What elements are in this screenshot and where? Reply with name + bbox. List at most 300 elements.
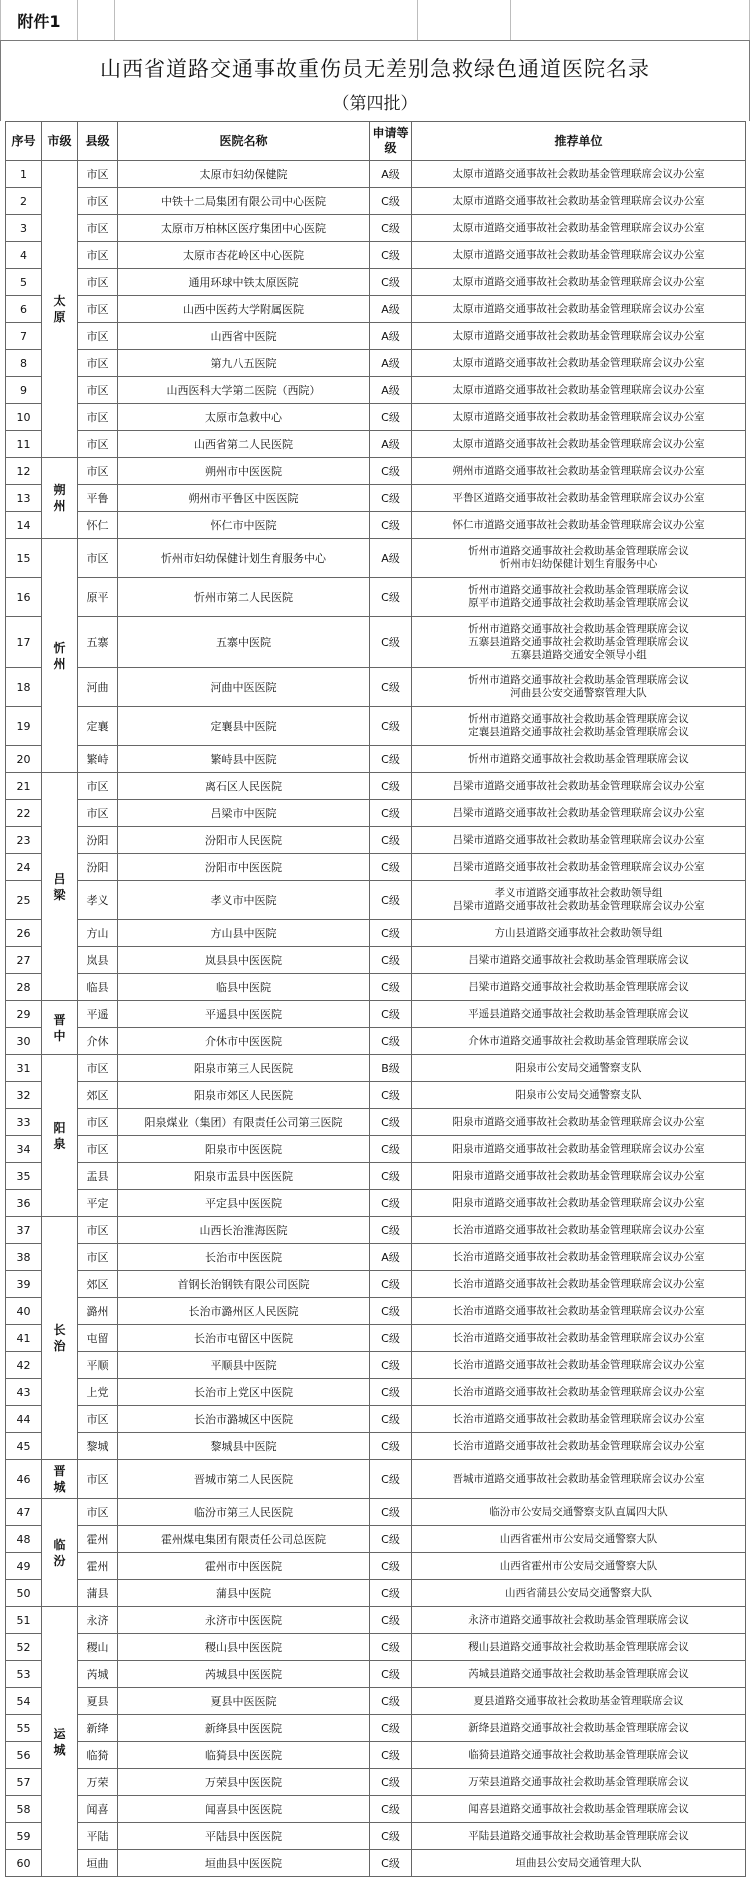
row-number: 59 — [6, 1823, 42, 1850]
hospital-table — [5, 121, 746, 1877]
table-row — [6, 1163, 746, 1190]
apply-level: C级 — [370, 1325, 412, 1352]
row-number: 45 — [6, 1433, 42, 1460]
row-number: 52 — [6, 1634, 42, 1661]
county-name: 郊区 — [78, 1271, 118, 1298]
hospital-name: 太原市妇幼保健院 — [118, 161, 370, 188]
apply-level: C级 — [370, 1001, 412, 1028]
apply-level: C级 — [370, 707, 412, 746]
county-name: 夏县 — [78, 1688, 118, 1715]
apply-level: B级 — [370, 1055, 412, 1082]
county-name: 市区 — [78, 296, 118, 323]
hospital-name: 朔州市平鲁区中医医院 — [118, 485, 370, 512]
row-number: 2 — [6, 188, 42, 215]
hospital-name: 垣曲县中医医院 — [118, 1850, 370, 1877]
hospital-name: 通用环球中铁太原医院 — [118, 269, 370, 296]
row-number: 27 — [6, 947, 42, 974]
hospital-name: 阳泉煤业（集团）有限责任公司第三医院 — [118, 1109, 370, 1136]
hospital-name: 怀仁市中医院 — [118, 512, 370, 539]
apply-level: C级 — [370, 242, 412, 269]
county-name: 汾阳 — [78, 854, 118, 881]
apply-level: C级 — [370, 1352, 412, 1379]
recommend-unit: 太原市道路交通事故社会救助基金管理联席会议办公室 — [412, 161, 746, 188]
row-number: 6 — [6, 296, 42, 323]
header-seq: 序号 — [6, 122, 42, 161]
county-name: 平鲁 — [78, 485, 118, 512]
hospital-name: 忻州市第二人民医院 — [118, 578, 370, 617]
county-name: 平定 — [78, 1190, 118, 1217]
county-name: 河曲 — [78, 668, 118, 707]
recommend-unit: 夏县道路交通事故社会救助基金管理联席会议 — [412, 1688, 746, 1715]
row-number: 56 — [6, 1742, 42, 1769]
table-row — [6, 668, 746, 707]
row-number: 48 — [6, 1526, 42, 1553]
apply-level: C级 — [370, 773, 412, 800]
table-row — [6, 458, 746, 485]
county-name: 市区 — [78, 1136, 118, 1163]
county-name: 万荣 — [78, 1769, 118, 1796]
row-number: 21 — [6, 773, 42, 800]
apply-level: C级 — [370, 1082, 412, 1109]
apply-level: C级 — [370, 1109, 412, 1136]
hospital-name: 霍州市中医医院 — [118, 1553, 370, 1580]
county-name: 蒲县 — [78, 1580, 118, 1607]
recommend-unit: 阳泉市道路交通事故社会救助基金管理联席会议办公室 — [412, 1136, 746, 1163]
apply-level: A级 — [370, 377, 412, 404]
city-name: 运 城 — [42, 1607, 78, 1877]
table-row — [6, 773, 746, 800]
recommend-unit: 太原市道路交通事故社会救助基金管理联席会议办公室 — [412, 242, 746, 269]
apply-level: A级 — [370, 539, 412, 578]
row-number: 28 — [6, 974, 42, 1001]
apply-level: C级 — [370, 485, 412, 512]
row-number: 25 — [6, 881, 42, 920]
county-name: 市区 — [78, 1055, 118, 1082]
county-name: 市区 — [78, 1406, 118, 1433]
apply-level: C级 — [370, 458, 412, 485]
table-row — [6, 1433, 746, 1460]
county-name: 定襄 — [78, 707, 118, 746]
hospital-name: 平顺县中医院 — [118, 1352, 370, 1379]
row-number: 47 — [6, 1499, 42, 1526]
table-row — [6, 1325, 746, 1352]
hospital-name: 汾阳市中医医院 — [118, 854, 370, 881]
row-number: 30 — [6, 1028, 42, 1055]
hospital-name: 蒲县中医院 — [118, 1580, 370, 1607]
hospital-name: 新绛县中医医院 — [118, 1715, 370, 1742]
table-row — [6, 1379, 746, 1406]
city-name: 吕 梁 — [42, 773, 78, 1001]
row-number: 12 — [6, 458, 42, 485]
recommend-unit: 太原市道路交通事故社会救助基金管理联席会议办公室 — [412, 215, 746, 242]
city-name: 阳 泉 — [42, 1055, 78, 1217]
row-number: 22 — [6, 800, 42, 827]
row-number: 5 — [6, 269, 42, 296]
apply-level: C级 — [370, 617, 412, 668]
county-name: 怀仁 — [78, 512, 118, 539]
apply-level: C级 — [370, 1271, 412, 1298]
recommend-unit: 闻喜县道路交通事故社会救助基金管理联席会议 — [412, 1796, 746, 1823]
hospital-name: 夏县中医医院 — [118, 1688, 370, 1715]
recommend-unit: 阳泉市道路交通事故社会救助基金管理联席会议办公室 — [412, 1163, 746, 1190]
table-row — [6, 242, 746, 269]
table-row — [6, 854, 746, 881]
hospital-name: 吕梁市中医院 — [118, 800, 370, 827]
table-row — [6, 974, 746, 1001]
county-name: 市区 — [78, 404, 118, 431]
county-name: 市区 — [78, 242, 118, 269]
recommend-unit: 方山县道路交通事故社会救助领导组 — [412, 920, 746, 947]
table-row — [6, 1634, 746, 1661]
recommend-unit: 稷山县道路交通事故社会救助基金管理联席会议 — [412, 1634, 746, 1661]
recommend-unit: 太原市道路交通事故社会救助基金管理联席会议办公室 — [412, 431, 746, 458]
county-name: 市区 — [78, 539, 118, 578]
county-name: 黎城 — [78, 1433, 118, 1460]
table-row — [6, 1136, 746, 1163]
county-name: 市区 — [78, 800, 118, 827]
county-name: 稷山 — [78, 1634, 118, 1661]
table-row — [6, 1217, 746, 1244]
county-name: 市区 — [78, 323, 118, 350]
county-name: 市区 — [78, 188, 118, 215]
county-name: 上党 — [78, 1379, 118, 1406]
table-row — [6, 1244, 746, 1271]
row-number: 58 — [6, 1796, 42, 1823]
hospital-name: 繁峙县中医院 — [118, 746, 370, 773]
row-number: 57 — [6, 1769, 42, 1796]
row-number: 60 — [6, 1850, 42, 1877]
apply-level: C级 — [370, 1217, 412, 1244]
recommend-unit: 太原市道路交通事故社会救助基金管理联席会议办公室 — [412, 296, 746, 323]
apply-level: C级 — [370, 1526, 412, 1553]
recommend-unit: 阳泉市道路交通事故社会救助基金管理联席会议办公室 — [412, 1109, 746, 1136]
recommend-unit: 长治市道路交通事故社会救助基金管理联席会议办公室 — [412, 1244, 746, 1271]
row-number: 38 — [6, 1244, 42, 1271]
header-hospital: 医院名称 — [118, 122, 370, 161]
county-name: 平遥 — [78, 1001, 118, 1028]
apply-level: C级 — [370, 920, 412, 947]
county-name: 市区 — [78, 377, 118, 404]
row-number: 9 — [6, 377, 42, 404]
recommend-unit: 山西省霍州市公安局交通警察大队 — [412, 1553, 746, 1580]
hospital-name: 介休市中医医院 — [118, 1028, 370, 1055]
recommend-unit: 长治市道路交通事故社会救助基金管理联席会议办公室 — [412, 1379, 746, 1406]
table-row — [6, 1823, 746, 1850]
county-name: 市区 — [78, 269, 118, 296]
county-name: 临猗 — [78, 1742, 118, 1769]
recommend-unit: 忻州市道路交通事故社会救助基金管理联席会议 五寨县道路交通事故社会救助基金管理联席会议 五寨县道路交通安全领导小组 — [412, 617, 746, 668]
row-number: 17 — [6, 617, 42, 668]
table-row — [6, 1715, 746, 1742]
row-number: 37 — [6, 1217, 42, 1244]
table-row — [6, 485, 746, 512]
recommend-unit: 太原市道路交通事故社会救助基金管理联席会议办公室 — [412, 269, 746, 296]
table-row — [6, 1769, 746, 1796]
recommend-unit: 长治市道路交通事故社会救助基金管理联席会议办公室 — [412, 1271, 746, 1298]
hospital-name: 阳泉市郊区人民医院 — [118, 1082, 370, 1109]
recommend-unit: 长治市道路交通事故社会救助基金管理联席会议办公室 — [412, 1325, 746, 1352]
recommend-unit: 长治市道路交通事故社会救助基金管理联席会议办公室 — [412, 1433, 746, 1460]
hospital-name: 平定县中医医院 — [118, 1190, 370, 1217]
hospital-name: 霍州煤电集团有限责任公司总医院 — [118, 1526, 370, 1553]
apply-level: C级 — [370, 974, 412, 1001]
county-name: 平陆 — [78, 1823, 118, 1850]
row-number: 50 — [6, 1580, 42, 1607]
apply-level: C级 — [370, 1499, 412, 1526]
table-row — [6, 1460, 746, 1499]
recommend-unit: 怀仁市道路交通事故社会救助基金管理联席会议办公室 — [412, 512, 746, 539]
hospital-name: 平遥县中医医院 — [118, 1001, 370, 1028]
recommend-unit: 孝义市道路交通事故社会救助领导组 吕梁市道路交通事故社会救助基金管理联席会议办公室 — [412, 881, 746, 920]
apply-level: A级 — [370, 323, 412, 350]
row-number: 40 — [6, 1298, 42, 1325]
recommend-unit: 忻州市道路交通事故社会救助基金管理联席会议 — [412, 746, 746, 773]
row-number: 20 — [6, 746, 42, 773]
county-name: 汾阳 — [78, 827, 118, 854]
table-row — [6, 800, 746, 827]
recommend-unit: 长治市道路交通事故社会救助基金管理联席会议办公室 — [412, 1406, 746, 1433]
table-row — [6, 1082, 746, 1109]
hospital-name: 方山县中医院 — [118, 920, 370, 947]
recommend-unit: 太原市道路交通事故社会救助基金管理联席会议办公室 — [412, 377, 746, 404]
county-name: 新绛 — [78, 1715, 118, 1742]
table-row — [6, 1001, 746, 1028]
city-name: 朔 州 — [42, 458, 78, 539]
row-number: 19 — [6, 707, 42, 746]
recommend-unit: 吕梁市道路交通事故社会救助基金管理联席会议办公室 — [412, 827, 746, 854]
county-name: 市区 — [78, 1244, 118, 1271]
table-row — [6, 1190, 746, 1217]
county-name: 市区 — [78, 458, 118, 485]
table-row — [6, 512, 746, 539]
attachment-row — [0, 0, 750, 41]
apply-level: C级 — [370, 404, 412, 431]
row-number: 42 — [6, 1352, 42, 1379]
city-name: 晋 城 — [42, 1460, 78, 1499]
row-number: 55 — [6, 1715, 42, 1742]
apply-level: C级 — [370, 1136, 412, 1163]
table-row — [6, 1406, 746, 1433]
county-name: 屯留 — [78, 1325, 118, 1352]
hospital-name: 临县中医院 — [118, 974, 370, 1001]
recommend-unit: 平鲁区道路交通事故社会救助基金管理联席会议办公室 — [412, 485, 746, 512]
table-row — [6, 947, 746, 974]
county-name: 芮城 — [78, 1661, 118, 1688]
table-row — [6, 827, 746, 854]
table-row — [6, 617, 746, 668]
attachment-label: 附件1 — [0, 0, 78, 40]
hospital-name: 平陆县中医医院 — [118, 1823, 370, 1850]
apply-level: A级 — [370, 431, 412, 458]
recommend-unit: 介休市道路交通事故社会救助基金管理联席会议 — [412, 1028, 746, 1055]
hospital-name: 稷山县中医医院 — [118, 1634, 370, 1661]
row-number: 23 — [6, 827, 42, 854]
hospital-name: 五寨中医院 — [118, 617, 370, 668]
recommend-unit: 吕梁市道路交通事故社会救助基金管理联席会议 — [412, 947, 746, 974]
county-name: 市区 — [78, 1499, 118, 1526]
table-row — [6, 1526, 746, 1553]
row-number: 41 — [6, 1325, 42, 1352]
apply-level: C级 — [370, 1580, 412, 1607]
table-row — [6, 1298, 746, 1325]
county-name: 永济 — [78, 1607, 118, 1634]
table-row — [6, 1499, 746, 1526]
hospital-name: 黎城县中医院 — [118, 1433, 370, 1460]
hospital-name: 山西中医药大学附属医院 — [118, 296, 370, 323]
hospital-name: 永济市中医医院 — [118, 1607, 370, 1634]
row-number: 13 — [6, 485, 42, 512]
table-row — [6, 188, 746, 215]
county-name: 垣曲 — [78, 1850, 118, 1877]
table-row — [6, 296, 746, 323]
hospital-name: 山西省第二人民医院 — [118, 431, 370, 458]
apply-level: C级 — [370, 1688, 412, 1715]
apply-level: C级 — [370, 827, 412, 854]
table-row — [6, 1580, 746, 1607]
apply-level: C级 — [370, 1607, 412, 1634]
apply-level: C级 — [370, 578, 412, 617]
table-row — [6, 431, 746, 458]
county-name: 霍州 — [78, 1553, 118, 1580]
header-city: 市级 — [42, 122, 78, 161]
table-row — [6, 404, 746, 431]
hospital-name: 长治市潞州区人民医院 — [118, 1298, 370, 1325]
recommend-unit: 朔州市道路交通事故社会救助基金管理联席会议办公室 — [412, 458, 746, 485]
recommend-unit: 忻州市道路交通事故社会救助基金管理联席会议 河曲县公安交通警察管理大队 — [412, 668, 746, 707]
hospital-name: 朔州市中医医院 — [118, 458, 370, 485]
recommend-unit: 平遥县道路交通事故社会救助基金管理联席会议 — [412, 1001, 746, 1028]
apply-level: C级 — [370, 1634, 412, 1661]
table-row — [6, 539, 746, 578]
county-name: 原平 — [78, 578, 118, 617]
hospital-name: 山西长治淮海医院 — [118, 1217, 370, 1244]
apply-level: C级 — [370, 881, 412, 920]
recommend-unit: 忻州市道路交通事故社会救助基金管理联席会议 忻州市妇幼保健计划生育服务中心 — [412, 539, 746, 578]
apply-level: C级 — [370, 1460, 412, 1499]
row-number: 54 — [6, 1688, 42, 1715]
hospital-name: 离石区人民医院 — [118, 773, 370, 800]
county-name: 市区 — [78, 161, 118, 188]
hospital-name: 临猗县中医医院 — [118, 1742, 370, 1769]
row-number: 16 — [6, 578, 42, 617]
recommend-unit: 临猗县道路交通事故社会救助基金管理联席会议 — [412, 1742, 746, 1769]
table-row — [6, 377, 746, 404]
row-number: 3 — [6, 215, 42, 242]
apply-level: C级 — [370, 746, 412, 773]
row-number: 29 — [6, 1001, 42, 1028]
hospital-name: 中铁十二局集团有限公司中心医院 — [118, 188, 370, 215]
county-name: 介休 — [78, 1028, 118, 1055]
county-name: 市区 — [78, 431, 118, 458]
row-number: 44 — [6, 1406, 42, 1433]
table-header-row — [6, 122, 746, 161]
apply-level: C级 — [370, 1553, 412, 1580]
row-number: 39 — [6, 1271, 42, 1298]
row-number: 4 — [6, 242, 42, 269]
row-number: 49 — [6, 1553, 42, 1580]
apply-level: C级 — [370, 1850, 412, 1877]
apply-level: C级 — [370, 1769, 412, 1796]
hospital-name: 河曲中医医院 — [118, 668, 370, 707]
hospital-name: 山西省中医院 — [118, 323, 370, 350]
recommend-unit: 阳泉市公安局交通警察支队 — [412, 1082, 746, 1109]
table-row — [6, 1553, 746, 1580]
table-row — [6, 215, 746, 242]
row-number: 24 — [6, 854, 42, 881]
row-number: 46 — [6, 1460, 42, 1499]
county-name: 临县 — [78, 974, 118, 1001]
table-row — [6, 1109, 746, 1136]
county-name: 方山 — [78, 920, 118, 947]
recommend-unit: 吕梁市道路交通事故社会救助基金管理联席会议办公室 — [412, 773, 746, 800]
apply-level: C级 — [370, 668, 412, 707]
table-row — [6, 1850, 746, 1877]
recommend-unit: 吕梁市道路交通事故社会救助基金管理联席会议办公室 — [412, 800, 746, 827]
apply-level: C级 — [370, 800, 412, 827]
hospital-name: 太原市急救中心 — [118, 404, 370, 431]
hospital-name: 阳泉市盂县中医医院 — [118, 1163, 370, 1190]
header-unit: 推荐单位 — [412, 122, 746, 161]
table-row — [6, 1742, 746, 1769]
row-number: 34 — [6, 1136, 42, 1163]
hospital-name: 第九八五医院 — [118, 350, 370, 377]
apply-level: C级 — [370, 854, 412, 881]
table-row — [6, 1661, 746, 1688]
page-title: 山西省道路交通事故重伤员无差别急救绿色通道医院名录 — [100, 57, 650, 81]
recommend-unit: 万荣县道路交通事故社会救助基金管理联席会议 — [412, 1769, 746, 1796]
city-name: 忻 州 — [42, 539, 78, 773]
apply-level: C级 — [370, 512, 412, 539]
row-number: 8 — [6, 350, 42, 377]
table-row — [6, 920, 746, 947]
table-row — [6, 1028, 746, 1055]
apply-level: C级 — [370, 1742, 412, 1769]
hospital-name: 长治市屯留区中医院 — [118, 1325, 370, 1352]
table-row — [6, 578, 746, 617]
recommend-unit: 忻州市道路交通事故社会救助基金管理联席会议 定襄县道路交通事故社会救助基金管理联席会议 — [412, 707, 746, 746]
county-name: 潞州 — [78, 1298, 118, 1325]
county-name: 繁峙 — [78, 746, 118, 773]
county-name: 岚县 — [78, 947, 118, 974]
county-name: 平顺 — [78, 1352, 118, 1379]
row-number: 51 — [6, 1607, 42, 1634]
county-name: 五寨 — [78, 617, 118, 668]
county-name: 盂县 — [78, 1163, 118, 1190]
row-number: 32 — [6, 1082, 42, 1109]
table-row — [6, 1796, 746, 1823]
recommend-unit: 新绛县道路交通事故社会救助基金管理联席会议 — [412, 1715, 746, 1742]
recommend-unit: 长治市道路交通事故社会救助基金管理联席会议办公室 — [412, 1352, 746, 1379]
apply-level: A级 — [370, 161, 412, 188]
row-number: 31 — [6, 1055, 42, 1082]
hospital-name: 长治市潞城区中医院 — [118, 1406, 370, 1433]
recommend-unit: 吕梁市道路交通事故社会救助基金管理联席会议办公室 — [412, 854, 746, 881]
header-county: 县级 — [78, 122, 118, 161]
recommend-unit: 永济市道路交通事故社会救助基金管理联席会议 — [412, 1607, 746, 1634]
hospital-name: 首钢长治钢铁有限公司医院 — [118, 1271, 370, 1298]
hospital-name: 万荣县中医医院 — [118, 1769, 370, 1796]
hospital-name: 晋城市第二人民医院 — [118, 1460, 370, 1499]
table-row — [6, 1271, 746, 1298]
recommend-unit: 临汾市公安局交通警察支队直属四大队 — [412, 1499, 746, 1526]
table-row — [6, 881, 746, 920]
hospital-name: 临汾市第三人民医院 — [118, 1499, 370, 1526]
hospital-name: 孝义市中医院 — [118, 881, 370, 920]
county-name: 市区 — [78, 1460, 118, 1499]
table-row — [6, 323, 746, 350]
apply-level: C级 — [370, 1163, 412, 1190]
apply-level: A级 — [370, 296, 412, 323]
